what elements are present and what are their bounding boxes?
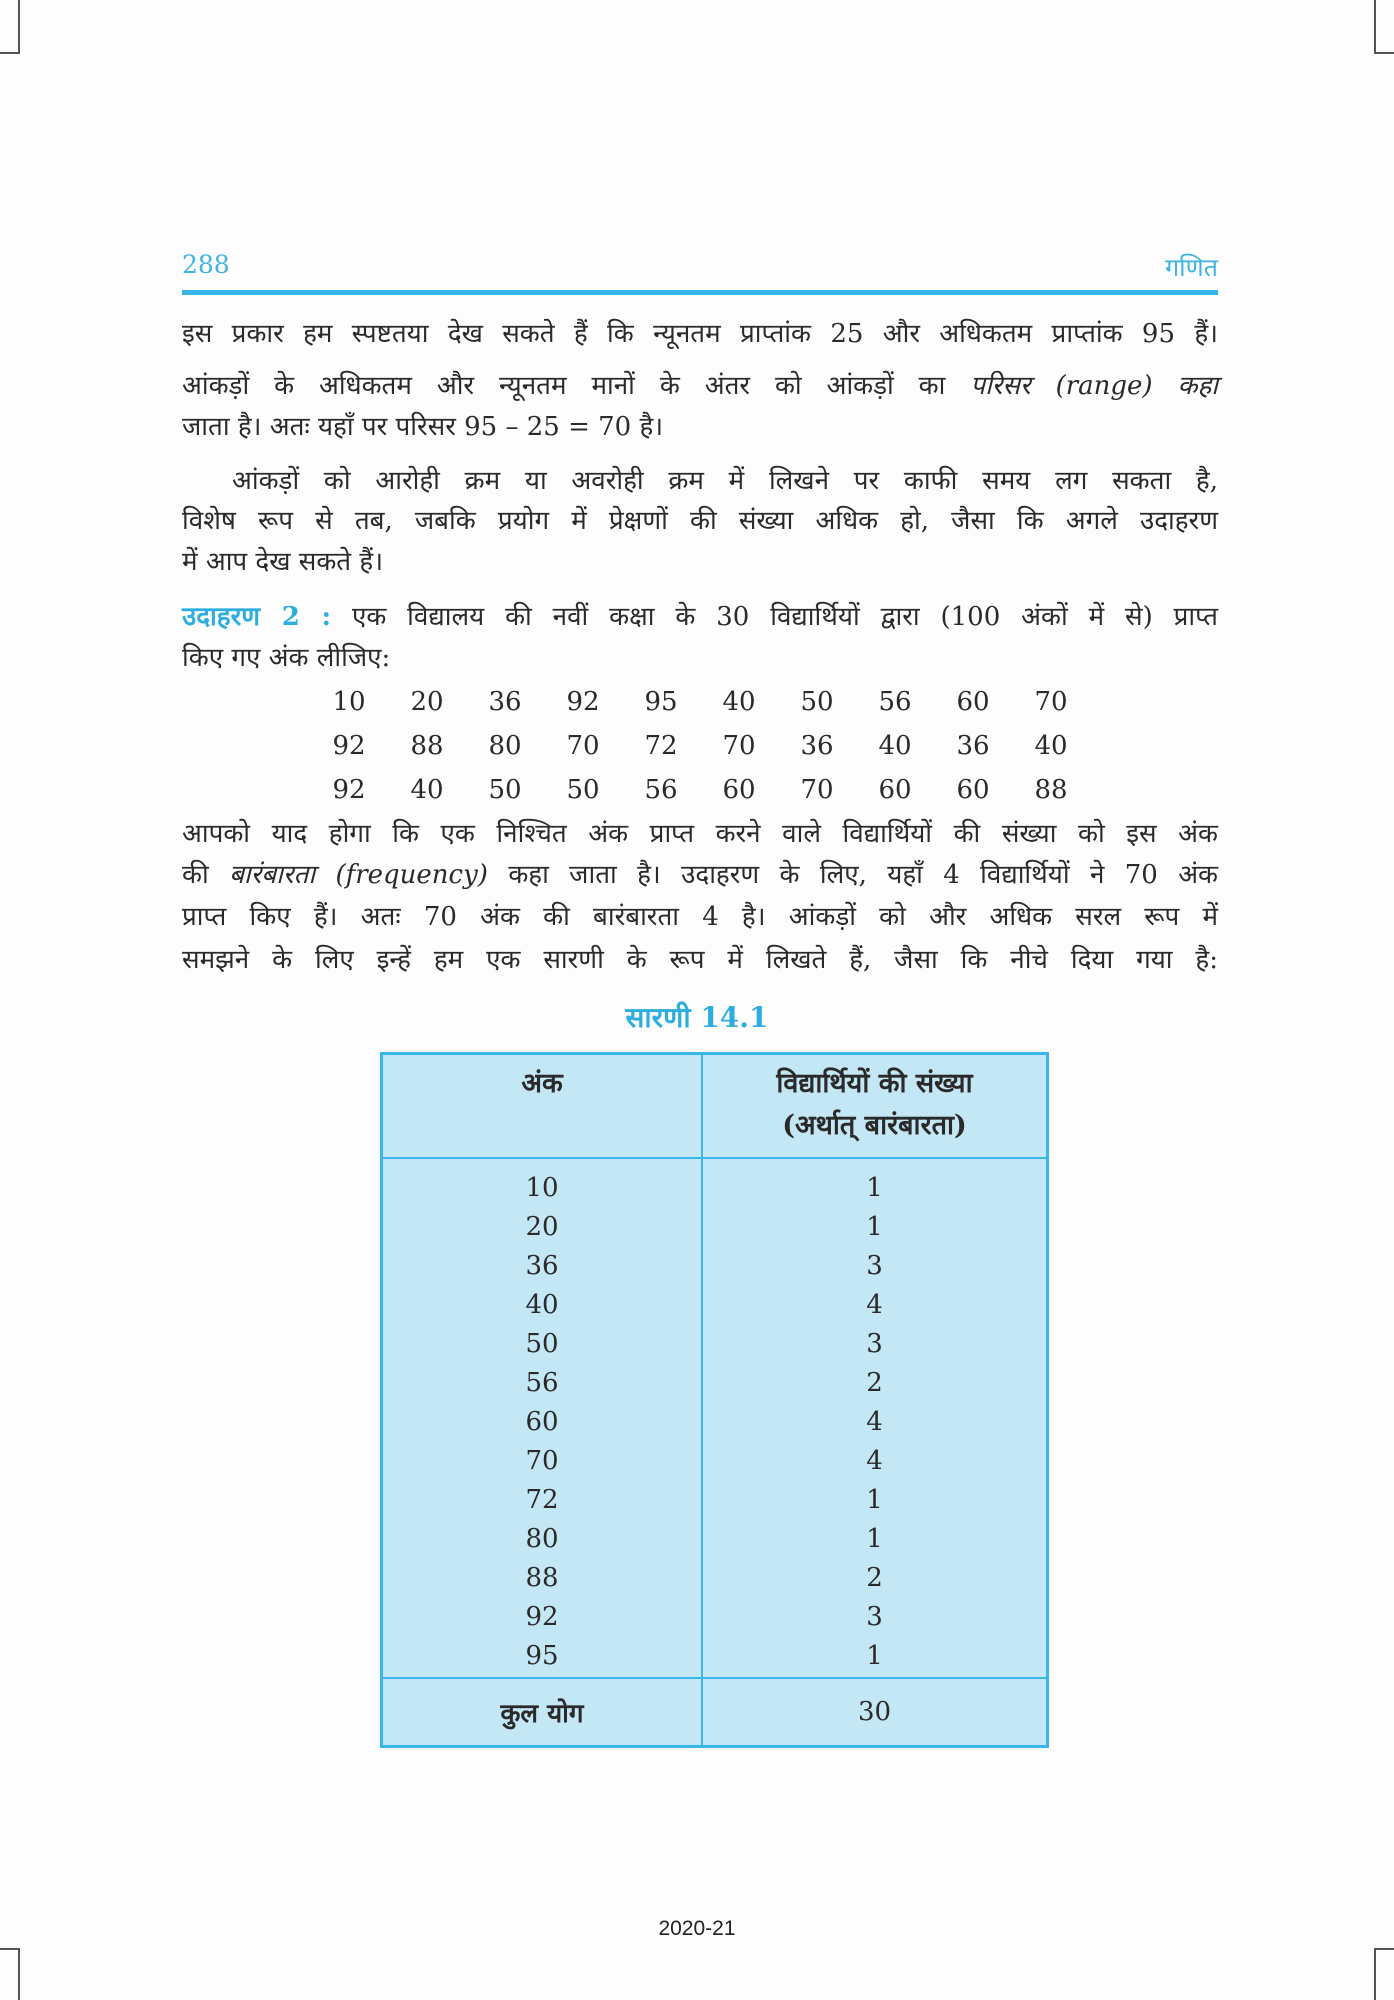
data-value: 40 [722, 687, 756, 717]
data-value: 60 [956, 687, 990, 717]
total-value: 30 [702, 1678, 1048, 1747]
subject-title: गणित [1165, 253, 1218, 282]
data-value: 70 [800, 775, 834, 805]
data-value: 70 [566, 731, 600, 761]
frequency-cell: 1 [866, 1212, 883, 1242]
frequency-cell: 4 [866, 1290, 883, 1320]
text: की [182, 860, 209, 890]
data-value: 60 [878, 775, 912, 805]
crop-mark [18, 0, 20, 52]
text: आंकड़ों के अधिकतम और न्यूनतम मानों के अंतर को आंकड़ों का [182, 371, 946, 401]
table-title: सारणी 14.1 [625, 1001, 769, 1034]
data-value: 72 [644, 731, 678, 761]
text-line [182, 369, 1218, 403]
column-header-frequency [702, 1054, 1048, 1159]
page-number: 288 [182, 250, 230, 279]
text-line [182, 858, 1218, 892]
data-value: 88 [1034, 775, 1068, 805]
term-range: (range) कहा [1055, 371, 1218, 401]
frequency-cell: 2 [866, 1563, 883, 1593]
data-value: 80 [488, 731, 522, 761]
data-value: 70 [722, 731, 756, 761]
data-value: 40 [1034, 731, 1068, 761]
total-label: कुल योग [382, 1678, 703, 1747]
text-line: आंकड़ों को आरोही क्रम या अवरोही क्रम में लिखने पर काफी समय लग सकता है, [232, 466, 1218, 496]
marks-cell: 10 [525, 1173, 559, 1203]
marks-cell: 36 [525, 1251, 559, 1281]
marks-cell: 95 [525, 1641, 559, 1671]
header-rule [182, 290, 1218, 295]
data-value: 10 [332, 687, 366, 717]
frequency-cell: 1 [866, 1524, 883, 1554]
marks-cell: 88 [525, 1563, 559, 1593]
frequency-cell: 4 [866, 1446, 883, 1476]
marks-cell: 56 [525, 1368, 559, 1398]
frequency-cell: 2 [866, 1368, 883, 1398]
data-value: 92 [332, 731, 366, 761]
crop-mark [0, 1948, 20, 1950]
frequency-cell: 3 [866, 1251, 883, 1281]
column-header-marks: अंक [382, 1054, 703, 1159]
data-value: 60 [722, 775, 756, 805]
data-value: 70 [1034, 687, 1068, 717]
data-value: 56 [878, 687, 912, 717]
text-line: प्राप्त किए हैं। अतः 70 अंक की बारंबारता 4 है। आंकड़ों को और अधिक सरल रूप में [182, 902, 1218, 932]
marks-cell: 92 [525, 1602, 559, 1632]
frequency-cell: 1 [866, 1173, 883, 1203]
crop-mark [18, 1948, 20, 2000]
data-value: 40 [410, 775, 444, 805]
crop-mark [0, 52, 20, 54]
data-row [310, 775, 1090, 805]
marks-column [382, 1158, 703, 1678]
text-line: में आप देख सकते हैं। [182, 547, 384, 577]
text-line: जाता है। अतः यहाँ पर परिसर 95 – 25 = 70 है। [182, 412, 664, 442]
frequency-cell: 3 [866, 1602, 883, 1632]
text-line: समझने के लिए इन्हें हम एक सारणी के रूप में लिखते हैं, जैसा कि नीचे दिया गया है: [182, 945, 1218, 975]
marks-cell: 70 [525, 1446, 559, 1476]
header-text: (अर्थात् बारंबारता) [782, 1110, 967, 1141]
frequency-column [702, 1158, 1048, 1678]
data-value: 50 [566, 775, 600, 805]
crop-mark [1374, 1948, 1376, 2000]
text-line: आपको याद होगा कि एक निश्चित अंक प्राप्त करने वाले विद्यार्थियों की संख्या को इस अंक [182, 819, 1218, 849]
text-line: किए गए अंक लीजिए: [182, 643, 391, 673]
data-value: 36 [956, 731, 990, 761]
marks-cell: 50 [525, 1329, 559, 1359]
example-label: उदाहरण 2 : [182, 602, 332, 632]
text-line: विशेष रूप से तब, जबकि प्रयोग में प्रेक्षणों की संख्या अधिक हो, जैसा कि अगले उदाहरण [182, 506, 1218, 536]
text-line: इस प्रकार हम स्पष्टतया देख सकते हैं कि न्यूनतम प्राप्तांक 25 और अधिकतम प्राप्तांक 95 हैं। [182, 319, 1218, 349]
example-line [182, 600, 1218, 634]
marks-cell: 72 [525, 1485, 559, 1515]
frequency-cell: 4 [866, 1407, 883, 1437]
frequency-table [380, 1052, 1049, 1748]
data-value: 60 [956, 775, 990, 805]
frequency-cell: 3 [866, 1329, 883, 1359]
term-range-hindi: परिसर [970, 371, 1031, 401]
frequency-cell: 1 [866, 1485, 883, 1515]
data-value: 95 [644, 687, 678, 717]
data-value: 56 [644, 775, 678, 805]
term-frequency-hindi: बारंबारता [229, 860, 316, 890]
data-value: 92 [332, 775, 366, 805]
data-value: 88 [410, 731, 444, 761]
crop-mark [1374, 52, 1394, 54]
marks-cell: 60 [525, 1407, 559, 1437]
marks-cell: 80 [525, 1524, 559, 1554]
data-value: 50 [488, 775, 522, 805]
text: कहा जाता है। उदाहरण के लिए, यहाँ 4 विद्यार्थियों ने 70 अंक [508, 860, 1219, 890]
marks-cell: 40 [525, 1290, 559, 1320]
data-value: 36 [800, 731, 834, 761]
term-frequency: (frequency) [335, 860, 488, 890]
footer-year: 2020-21 [658, 1917, 736, 1940]
text: एक विद्यालय की नवीं कक्षा के 30 विद्यार्थियों द्वारा (100 अंकों में से) प्राप्त [351, 602, 1218, 632]
crop-mark [1374, 1948, 1394, 1950]
data-value: 40 [878, 731, 912, 761]
data-value: 36 [488, 687, 522, 717]
data-row [310, 687, 1090, 717]
data-value: 92 [566, 687, 600, 717]
data-row [310, 731, 1090, 761]
crop-mark [1374, 0, 1376, 52]
frequency-cell: 1 [866, 1641, 883, 1671]
data-value: 50 [800, 687, 834, 717]
header-text: विद्यार्थियों की संख्या [776, 1068, 973, 1099]
marks-cell: 20 [525, 1212, 559, 1242]
data-value: 20 [410, 687, 444, 717]
